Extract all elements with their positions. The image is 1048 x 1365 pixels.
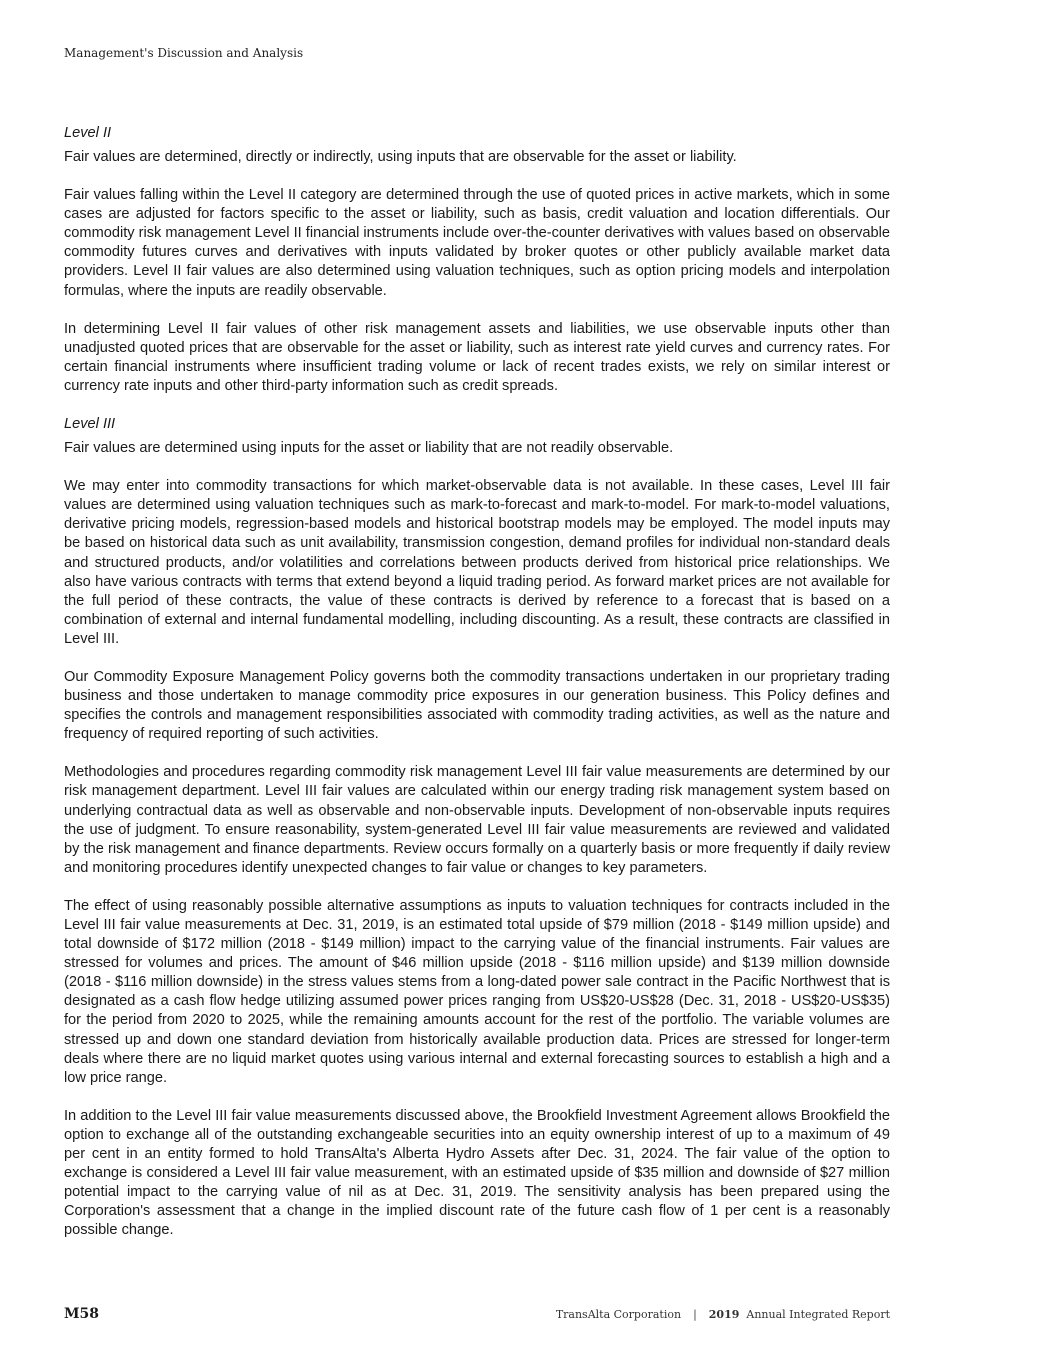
footer-year: 2019 xyxy=(708,1308,740,1321)
page-footer xyxy=(64,1306,890,1326)
level-3-paragraph-6: In addition to the Level III fair value measurements discussed above, the Brookfield Investment Agreement allows Brookfield the option to exchange all of the outstanding exchangeable securities into an equity ownership interest of up to a maximum of 49 per cent in an entity formed to hold TransAlta's Alberta Hydro Assets after Dec. 31, 2024. The fair value of the option to exchange is considered a Level III fair value measurement, with an estimated upside of $35 million and downside of $27 million potential impact to the carrying value of nil as at Dec. 31, 2019. The sensitivity analysis has been prepared using the Corporation's assessment that a change in the implied discount rate of the future cash flow of 1 per cent is a reasonably possible change. xyxy=(64,1107,890,1239)
level-3-paragraph-4: Methodologies and procedures regarding commodity risk management Level III fair value measurements are determined by our risk management department. Level III fair values are calculated within our energy trading risk management system based on underlying contractual data as well as observable and non-observable inputs. Development of non-observable inputs requires the use of judgment. To ensure reasonability, system-generated Level III fair value measurements are reviewed and validated by the risk management and finance departments. Review occurs formally on a quarterly basis or more frequently if daily review and monitoring procedures identify unexpected changes to fair value or changes to key parameters. xyxy=(64,764,890,876)
level-3-paragraph-3: Our Commodity Exposure Management Policy governs both the commodity transactions undertaken in our proprietary trading business and those undertaken to manage commodity price exposures in our generation business. This Policy defines and specifies the controls and management responsibilities associated with commodity trading activities, as well as the nature and frequency of required reporting of such activities. xyxy=(64,668,890,743)
level-2-paragraph-1: Fair values are determined, directly or indirectly, using inputs that are observable for the asset or liability. xyxy=(64,149,737,165)
level-3-paragraph-2: We may enter into commodity transactions for which market-observable data is not available. In these cases, Level III fair values are determined using valuation techniques such as mark-to-forecast and mark-to-model. For mark-to-model valuations, derivative pricing models, regression-based models and historical bootstrap models may be employed. The model inputs may be based on historical data such as unit availability, transmission congestion, demand profiles for individual non-standard deals and structured products, and/or volatilities and correlations between products derived from historical price relationships. We also have various contracts with terms that extend beyond a liquid trading period. As forward market prices are not available for the full period of these contracts, the value of these contracts is derived by reference to a forecast that is based on a combination of external and internal fundamental modelling, including discounting. As a result, these contracts are classified in Level III. xyxy=(64,478,890,647)
level-2-paragraph-3: In determining Level II fair values of other risk management assets and liabilities, we use observable inputs other than unadjusted quoted prices that are observable for the asset or liability, such as interest rate yield curves and currency rates. For certain financial instruments where insufficient trading volume or lack of recent trades exists, we rely on similar interest or currency rate inputs and other third-party information such as credit spreads. xyxy=(64,320,890,394)
footer-separator: | xyxy=(693,1308,697,1321)
level-2-section xyxy=(64,124,890,396)
level-3-paragraph-1: Fair values are determined using inputs for the asset or liability that are not readily observable. xyxy=(64,440,674,457)
page-header: Management's Discussion and Analysis xyxy=(64,46,304,60)
level-3-section xyxy=(64,415,890,1240)
main-content xyxy=(64,124,890,1260)
level-2-heading: Level II xyxy=(64,125,112,141)
footer-report-title: Annual Integrated Report xyxy=(746,1308,890,1321)
footer-company: TransAlta Corporation xyxy=(555,1308,682,1321)
level-3-paragraph-5: The effect of using reasonably possible alternative assumptions as inputs to valuation techniques for contracts included in the Level III fair value measurements at Dec. 31, 2019, is an estimated total upside of $79 million (2018 - $149 million upside) and total downside of $172 million (2018 - $149 million) impact to the carrying value of the financial instruments. Fair values are stressed for volumes and prices. The amount of $46 million upside (2018 - $116 million upside) and $139 million downside (2018 - $116 million downside) in the stress values stems from a long-dated power sale contract in the Pacific Northwest that is designated as a cash flow hedge utilizing assumed power prices ranging from US$20-US$28 (Dec. 31, 2018 - US$20-US$35) for the period from 2020 to 2025, while the remaining amounts account for the rest of the portfolio. The variable volumes are stressed up and down one standard deviation from historically available production data. Prices are stressed for longer-term deals where there are no liquid market quotes using various internal and external forecasting sources to establish a high and a low price range. xyxy=(64,897,890,1086)
level-2-paragraph-2: Fair values falling within the Level II category are determined through the use of quoted prices in active markets, which in some cases are adjusted for factors specific to the asset or liability, such as basis, credit valuation and location differentials. Our commodity risk management Level II financial instruments include over-the-counter derivatives with values based on observable commodity futures curves and derivatives with inputs validated by broker quotes or other publicly available market data providers. Level II fair values are also determined using valuation techniques, such as option pricing models and interpolation formulas, where the inputs are readily observable. xyxy=(64,187,890,299)
footer-report-info xyxy=(556,1308,890,1321)
level-3-heading: Level III xyxy=(64,416,116,433)
page-number: M58 xyxy=(64,1306,99,1322)
